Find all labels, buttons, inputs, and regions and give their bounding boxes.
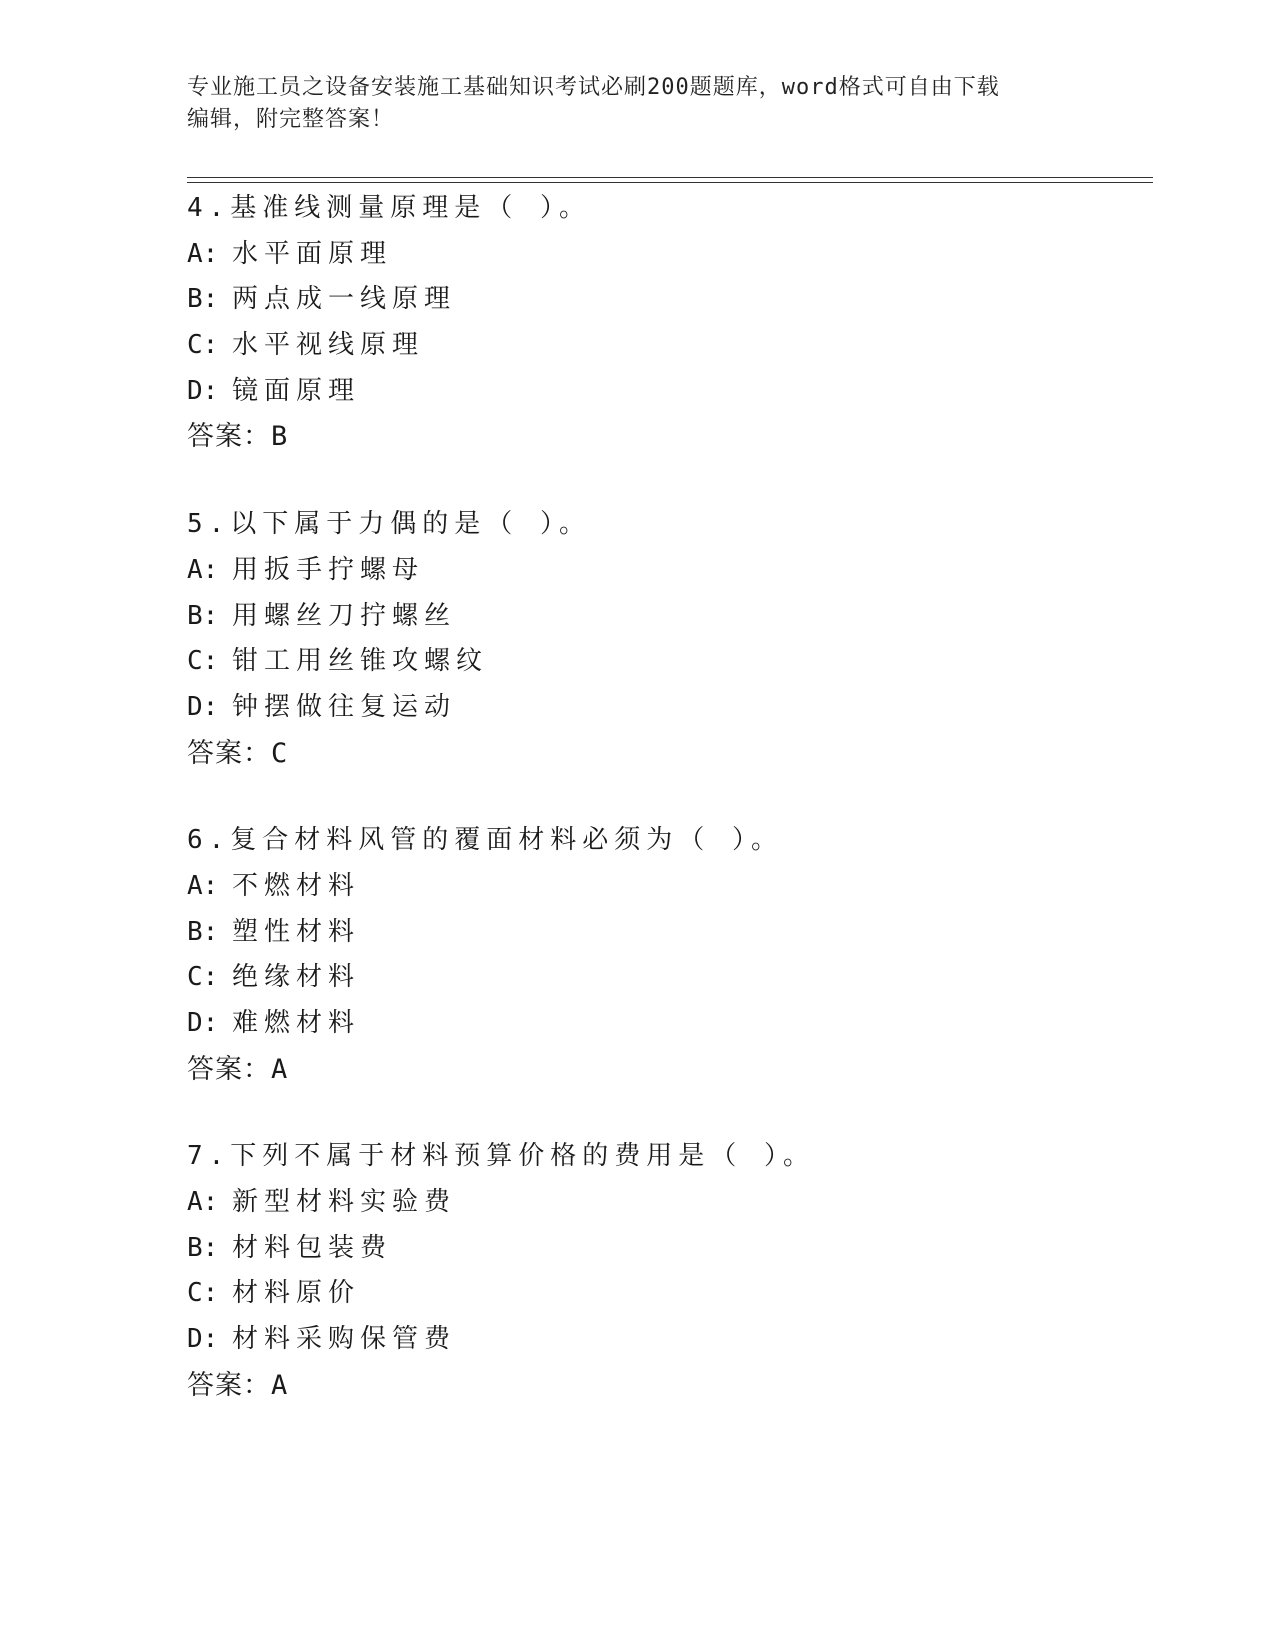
question-stem: 6.复合材料风管的覆面材料必须为（ ）。 [187,825,783,856]
option-text: 塑性材料 [232,916,361,947]
answer-label: 答案： [187,737,271,769]
option-d [187,369,1147,415]
option-letter: B: [187,916,219,947]
option-letter: A: [187,870,219,901]
option-text: 材料采购保管费 [232,1324,457,1355]
answer-label: 答案： [187,421,271,453]
answer-line [187,1047,1147,1093]
answer-value: A [271,1053,289,1085]
question-item [187,1134,1147,1408]
option-text: 水平面原理 [232,238,393,269]
option-letter: B: [187,600,219,631]
answer-label: 答案： [187,1053,271,1085]
option-b [187,910,1147,956]
option-text: 绝缘材料 [232,962,361,993]
answer-line [187,731,1147,777]
option-letter: B: [187,284,219,315]
option-text: 不燃材料 [232,870,361,901]
header-divider-bottom [187,182,1153,183]
option-d [187,1317,1147,1363]
option-c [187,955,1147,1001]
option-letter: C: [187,1278,219,1309]
option-b [187,1226,1147,1272]
question-stem: 7.下列不属于材料预算价格的费用是（ ）。 [187,1141,815,1172]
answer-value: B [271,421,289,453]
option-b [187,277,1147,323]
option-c [187,639,1147,685]
option-text: 材料包装费 [232,1232,393,1263]
option-text: 难燃材料 [232,1008,361,1038]
question-item [187,818,1147,1092]
option-letter: D: [187,691,219,722]
option-letter: D: [187,375,219,406]
answer-line [187,1363,1147,1409]
option-a [187,864,1147,910]
question-list [187,186,1147,1451]
option-d [187,1001,1147,1047]
option-letter: A: [187,238,219,269]
option-a [187,232,1147,278]
header-line-2: 编辑，附完整答案！ [187,107,395,132]
option-text: 钳工用丝锥攻螺纹 [232,646,489,677]
option-text: 水平视线原理 [232,330,425,361]
option-letter: D: [187,1324,219,1355]
answer-label: 答案： [187,1369,271,1401]
header-divider-top [187,177,1153,178]
option-letter: C: [187,646,219,677]
option-letter: C: [187,962,219,993]
option-c [187,323,1147,369]
option-letter: C: [187,330,219,361]
header-line-1: 专业施工员之设备安装施工基础知识考试必刷200题题库，word格式可自由下载 [187,75,1000,100]
question-item [187,186,1147,460]
answer-line [187,414,1147,460]
answer-value: C [271,737,289,769]
option-b [187,594,1147,640]
option-a [187,1180,1147,1226]
option-a [187,548,1147,594]
option-text: 用扳手拧螺母 [232,554,425,585]
option-text: 两点成一线原理 [232,284,457,315]
option-letter: B: [187,1232,219,1263]
question-item [187,502,1147,776]
option-text: 材料原价 [232,1278,361,1309]
document-header [187,72,1067,136]
option-text: 镜面原理 [232,375,361,406]
option-d [187,685,1147,731]
option-text: 新型材料实验费 [232,1187,457,1218]
option-c [187,1271,1147,1317]
answer-value: A [271,1369,289,1401]
question-stem: 5.以下属于力偶的是（ ）。 [187,509,591,540]
option-text: 钟摆做往复运动 [232,691,457,722]
option-letter: A: [187,554,219,585]
option-letter: A: [187,1187,219,1218]
option-text: 用螺丝刀拧螺丝 [232,600,457,631]
question-stem: 4.基准线测量原理是（ ）。 [187,193,591,223]
option-letter: D: [187,1008,219,1038]
